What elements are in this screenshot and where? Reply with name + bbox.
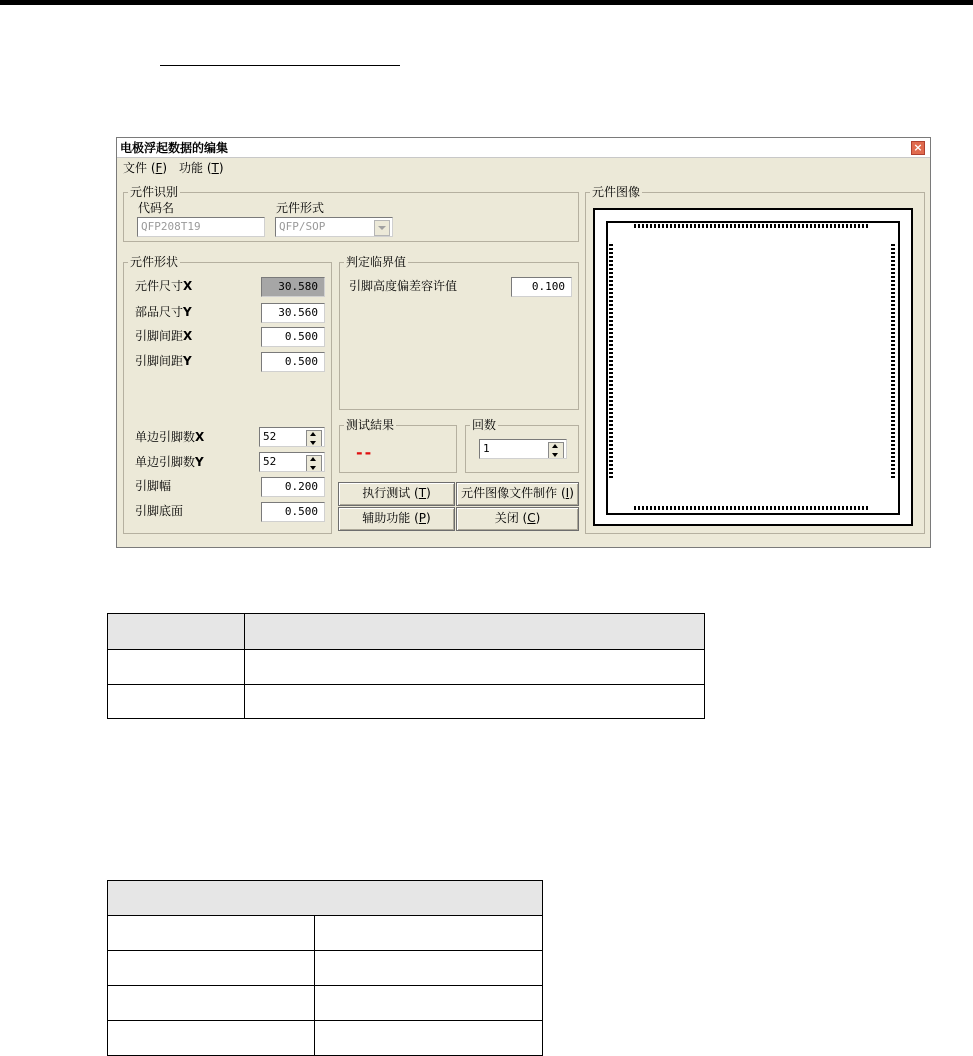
close-icon[interactable]: × (911, 141, 925, 155)
pitch-y-field[interactable]: 0.500 (261, 352, 325, 372)
menu-file-label: 文件 (123, 161, 148, 175)
close-key: C (527, 511, 536, 525)
component-id-group-label: 元件识别 (130, 185, 179, 199)
pins-x-stepper[interactable] (259, 427, 325, 447)
pitch-x-label-text: 引脚间距 (135, 329, 184, 343)
pitch-x-axis: X (183, 329, 193, 343)
image-group-label: 元件图像 (592, 185, 641, 199)
make-image-key: I (565, 486, 570, 500)
lead-width-field[interactable]: 0.200 (261, 477, 325, 497)
size-y-label (135, 304, 192, 320)
lead-width-label: 引脚幅 (135, 479, 172, 493)
count-group-label: 回数 (472, 418, 497, 432)
shape-group-label: 元件形状 (130, 255, 179, 269)
close-button[interactable]: 关闭 (C) (456, 507, 579, 531)
menu-function-label: 功能 (179, 161, 204, 175)
table-1-cell (108, 650, 245, 685)
menu-bar (117, 159, 930, 177)
test-result-group (339, 418, 457, 473)
menu-function-key: T (211, 161, 219, 175)
pins-y-value: 52 (263, 455, 277, 468)
size-y-label-text: 部品尺寸 (135, 305, 184, 319)
test-result-group-label: 测试結果 (346, 418, 395, 432)
table-2-header-cell (108, 881, 543, 916)
table-2-cell (315, 951, 543, 986)
code-field[interactable]: QFP208T19 (137, 217, 265, 237)
table-2-cell (315, 1021, 543, 1056)
aux-button[interactable]: 辅助功能 (P) (338, 507, 455, 531)
size-x-label (135, 278, 192, 294)
spin-arrows-icon[interactable] (306, 455, 322, 472)
pins-top (634, 224, 870, 228)
form-select-value: QFP/SOP (279, 220, 326, 233)
tolerance-label: 引脚高度偏差容许值 (349, 279, 458, 293)
chevron-down-icon[interactable] (374, 220, 390, 236)
table-2-cell (315, 986, 543, 1021)
size-y-field[interactable]: 30.560 (261, 303, 325, 323)
table-1-cell (245, 650, 705, 685)
close-label: 关闭 (494, 511, 519, 525)
spin-arrows-icon[interactable] (306, 430, 322, 447)
pins-y-axis: Y (195, 455, 204, 469)
pitch-x-field[interactable]: 0.500 (261, 327, 325, 347)
table-2-cell (108, 916, 315, 951)
pins-right (891, 244, 895, 480)
table-1-cell (245, 685, 705, 719)
code-label: 代码名 (138, 201, 175, 215)
package-outline (606, 221, 900, 515)
aux-label: 辅助功能 (362, 511, 411, 525)
table-1-cell (108, 685, 245, 719)
pitch-y-label-text: 引脚间距 (135, 354, 184, 368)
menu-file-key: F (155, 161, 163, 175)
test-result-value: -- (356, 443, 374, 462)
title-bar (117, 138, 930, 158)
table-1-header-cell (245, 614, 705, 650)
edit-dialog (116, 137, 931, 548)
form-select[interactable] (275, 217, 393, 237)
table-1-header-cell (108, 614, 245, 650)
menu-file[interactable]: 文件 (F) (123, 161, 168, 175)
table-2 (107, 880, 543, 1056)
size-x-label-text: 元件尺寸 (135, 279, 184, 293)
count-stepper[interactable] (479, 439, 567, 459)
heading-underline (160, 65, 400, 66)
pins-y-label (135, 454, 204, 470)
table-2-cell (108, 951, 315, 986)
run-test-button[interactable]: 执行测试 (T) (338, 482, 455, 506)
pitch-x-label (135, 328, 192, 344)
size-x-field[interactable]: 30.580 (261, 277, 325, 297)
pins-x-label-text: 单边引脚数 (135, 430, 196, 444)
pitch-y-axis: Y (183, 354, 192, 368)
pins-x-axis: X (195, 430, 205, 444)
spin-arrows-icon[interactable] (548, 442, 564, 459)
menu-function[interactable]: 功能 (T) (179, 161, 224, 175)
tolerance-field[interactable]: 0.100 (511, 277, 572, 297)
size-x-axis: X (183, 279, 193, 293)
pins-x-label (135, 429, 204, 445)
table-2-cell (315, 916, 543, 951)
table-2-cell (108, 986, 315, 1021)
size-y-axis: Y (183, 305, 192, 319)
form-label: 元件形式 (276, 201, 325, 215)
aux-key: P (418, 511, 427, 525)
table-2-cell (108, 1021, 315, 1056)
make-image-button[interactable]: 元件图像文件制作 (I) (456, 482, 579, 506)
pins-y-stepper[interactable] (259, 452, 325, 472)
make-image-label: 元件图像文件制作 (461, 486, 558, 500)
pins-left (609, 244, 613, 480)
threshold-group-label: 判定临界值 (346, 255, 407, 269)
table-1 (107, 613, 705, 719)
pitch-y-label (135, 353, 192, 369)
run-test-key: T (418, 486, 427, 500)
pins-bottom (634, 506, 870, 510)
window-title: 电极浮起数据的编集 (120, 141, 229, 155)
lead-bottom-label: 引脚底面 (135, 504, 184, 518)
lead-bottom-field[interactable]: 0.500 (261, 502, 325, 522)
pins-y-label-text: 单边引脚数 (135, 455, 196, 469)
run-test-label: 执行测试 (362, 486, 411, 500)
count-value: 1 (483, 442, 490, 455)
top-rule (0, 0, 973, 5)
component-image (593, 208, 913, 526)
pins-x-value: 52 (263, 430, 277, 443)
